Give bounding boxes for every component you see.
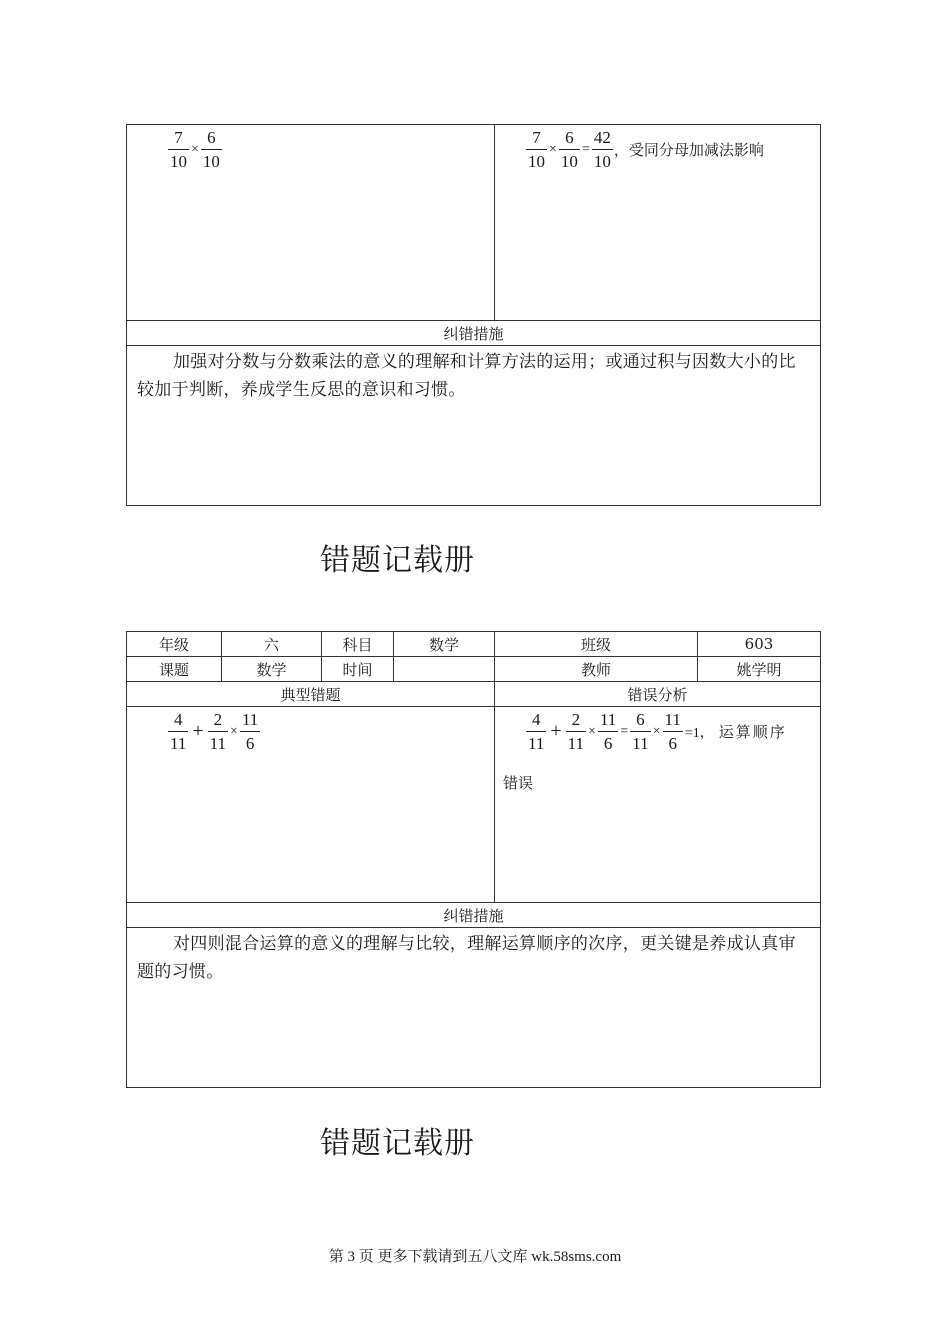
topic-label: 课题	[127, 657, 222, 682]
typical-error-header: 典型错题	[127, 682, 495, 707]
measures-content	[127, 928, 821, 1088]
error-analysis-header: 错误分析	[495, 682, 821, 707]
measures-content	[127, 346, 821, 506]
equals-sign: =	[620, 723, 629, 739]
analysis-note: ，受同分母加减法影响	[613, 141, 764, 159]
typical-error-cell	[127, 707, 495, 903]
times-sign: ×	[652, 723, 661, 739]
teacher-value: 姚学明	[698, 657, 821, 682]
fraction: $\frac{11}{6}$	[664, 710, 681, 753]
times-sign: ×	[549, 141, 557, 157]
fraction: $\frac{6}{10}$	[202, 128, 220, 171]
page-title: 错题记载册	[320, 1126, 475, 1161]
teacher-label: 教师	[495, 657, 698, 682]
plus-sign: +	[550, 720, 562, 742]
fraction: $\frac{11}{6}$	[599, 710, 617, 753]
error-analysis-cell	[495, 707, 821, 903]
analysis-note: 运算顺序	[718, 723, 787, 741]
record-table-1	[126, 124, 821, 506]
measures-label: 纠错措施	[127, 321, 821, 346]
subject-label: 科目	[322, 632, 394, 657]
class-label: 班级	[495, 632, 698, 657]
result-text: =1，	[684, 725, 714, 741]
plus-sign: +	[192, 720, 204, 742]
fraction: $\frac{2}{11}$	[209, 710, 227, 753]
fraction: $\frac{7}{10}$	[170, 128, 187, 171]
class-value: 603	[698, 632, 821, 657]
time-label: 时间	[322, 657, 394, 682]
times-sign: ×	[230, 723, 238, 739]
subject-value: 数学	[394, 632, 495, 657]
fraction: $\frac{4}{11}$	[528, 710, 545, 753]
measures-text: 加强对分数与分数乘法的意义的理解和计算方法的运用；或通过积与因数大小的比较加于判断，养成学生反思的意识和习惯。	[137, 352, 796, 400]
equals-sign: =	[581, 141, 590, 157]
fraction: $\frac{7}{10}$	[528, 128, 545, 171]
page-title: 错题记载册	[320, 543, 475, 578]
fraction: $\frac{42}{10}$	[593, 128, 611, 171]
fraction: $\frac{11}{6}$	[241, 710, 259, 753]
measures-text: 对四则混合运算的意义的理解与比较，理解运算顺序的次序，更关键是养成认真审题的习惯。	[137, 934, 796, 982]
fraction: $\frac{2}{11}$	[567, 710, 585, 753]
error-analysis-cell	[495, 125, 821, 321]
typical-error-cell	[127, 125, 495, 321]
fraction: $\frac{4}{11}$	[170, 710, 187, 753]
topic-value: 数学	[222, 657, 322, 682]
time-value	[394, 657, 495, 682]
analysis-note-continued: 错误	[503, 774, 534, 792]
record-table-2	[126, 631, 821, 1088]
fraction: $\frac{6}{10}$	[560, 128, 578, 171]
times-sign: ×	[191, 141, 199, 157]
grade-label: 年级	[127, 632, 222, 657]
fraction: $\frac{6}{11}$	[632, 710, 649, 753]
measures-label: 纠错措施	[127, 903, 821, 928]
times-sign: ×	[588, 723, 596, 739]
grade-value: 六	[222, 632, 322, 657]
page-footer: 第 3 页 更多下载请到五八文库 wk.58sms.com	[328, 1249, 622, 1265]
